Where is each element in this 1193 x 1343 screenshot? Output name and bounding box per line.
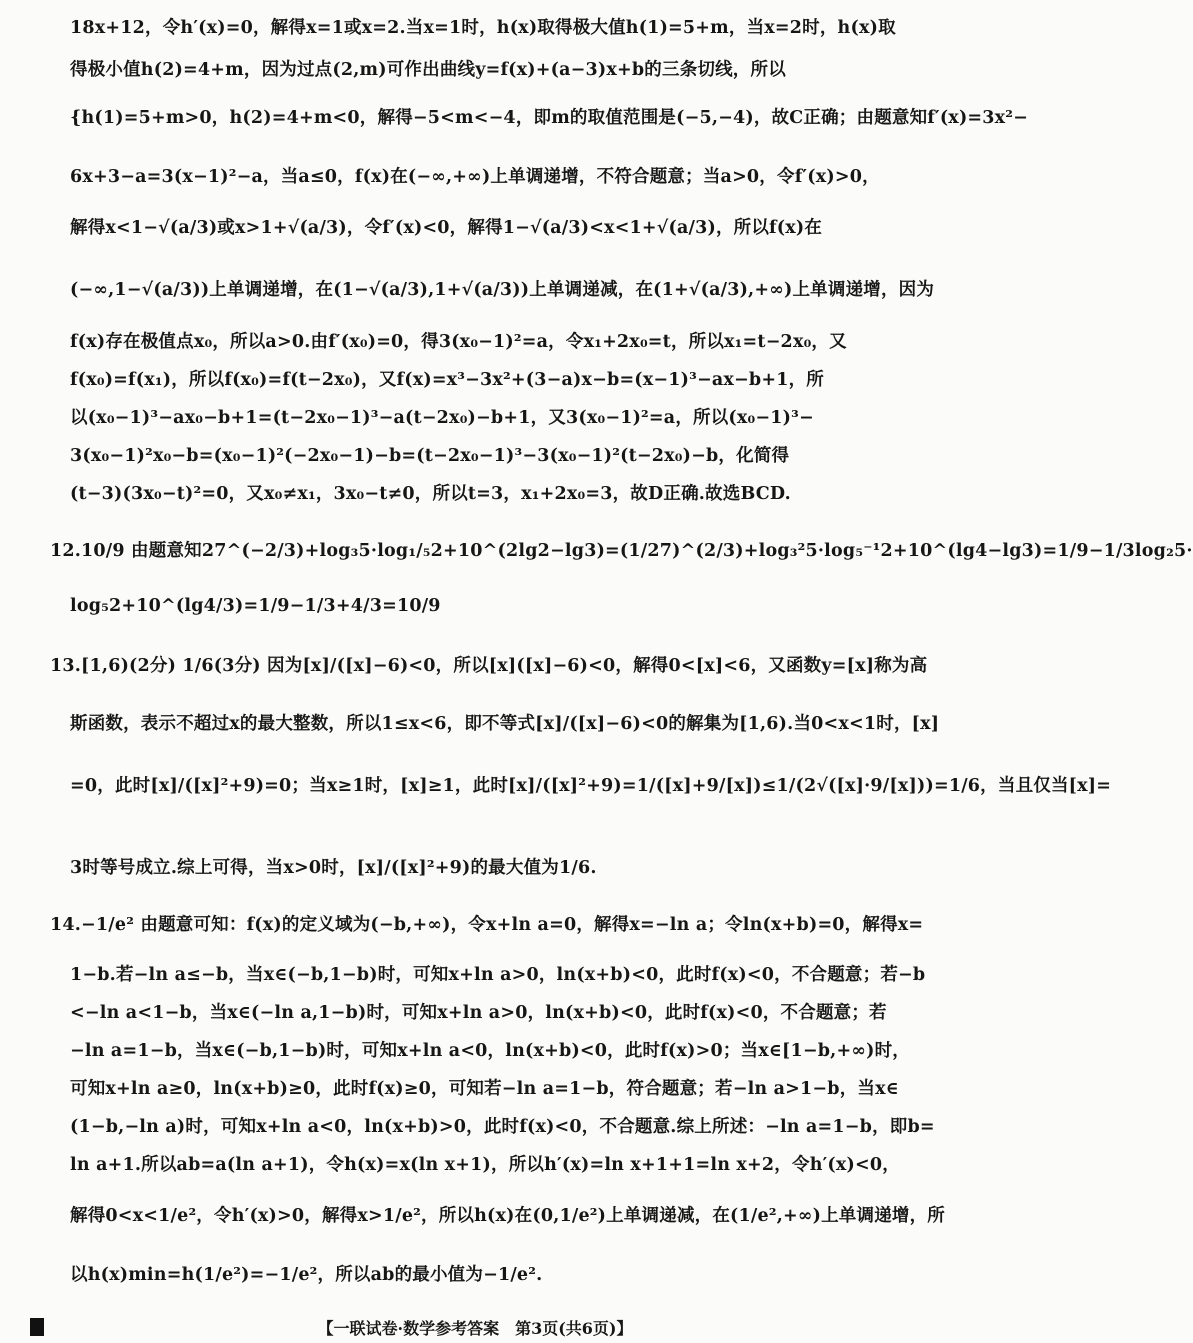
text-line: 可知x+ln a≥0，ln(x+b)≥0，此时f(x)≥0，可知若−ln a=1−b，符合题意；若−ln a>1−b，当x∈ xyxy=(70,1079,899,1099)
text-line: 解得x<1−√(a/3)或x>1+√(a/3)，令f′(x)<0，解得1−√(a/3)<x<1+√(a/3)，所以f(x)在 xyxy=(70,218,823,238)
text-line: ln a+1.所以ab=a(ln a+1)，令h(x)=x(ln x+1)，所以h′(x)=ln x+1+1=ln x+2，令h′(x)<0， xyxy=(70,1155,900,1175)
text-line: (−∞,1−√(a/3))上单调递增，在(1−√(a/3),1+√(a/3))上单调递减，在(1+√(a/3),+∞)上单调递增，因为 xyxy=(70,280,935,300)
text-line: 3时等号成立.综上可得，当x>0时，[x]/([x]²+9)的最大值为1/6. xyxy=(70,858,597,878)
text-line: 1−b.若−ln a≤−b，当x∈(−b,1−b)时，可知x+ln a>0，ln(x+b)<0，此时f(x)<0，不合题意；若−b xyxy=(70,965,926,985)
page-footer: 【一联试卷·数学参考答案 第3页(共6页)】 xyxy=(317,1319,633,1338)
answer-12-line: 12.10/9 由题意知27^(−2/3)+log₃5·log₁/₅2+10^(2lg2−lg3)=(1/27)^(2/3)+log₃²5·log₅⁻¹2+10^(lg4−lg3)=1/9−1/3log₂5· xyxy=(50,541,1193,561)
text-line: 6x+3−a=3(x−1)²−a，当a≤0，f(x)在(−∞,+∞)上单调递增，不符合题意；当a>0，令f′(x)>0， xyxy=(70,167,880,187)
text-line: −ln a=1−b，当x∈(−b,1−b)时，可知x+ln a<0，ln(x+b)<0，此时f(x)>0；当x∈[1−b,+∞)时， xyxy=(70,1041,910,1061)
text-line: {h(1)=5+m>0，h(2)=4+m<0，解得−5<m<−4，即m的取值范围是(−5,−4)，故C正确；由题意知f′(x)=3x²− xyxy=(70,108,1029,128)
text-line: 得极小值h(2)=4+m，因为过点(2,m)可作出曲线y=f(x)+(a−3)x+b的三条切线，所以 xyxy=(70,60,786,80)
answer-13-line: 13.[1,6)(2分) 1/6(3分) 因为[x]/([x]−6)<0，所以[x]([x]−6)<0，解得0<[x]<6，又函数y=[x]称为高 xyxy=(50,656,928,676)
text-line: f(x₀)=f(x₁)，所以f(x₀)=f(t−2x₀)，又f(x)=x³−3x²+(3−a)x−b=(x−1)³−ax−b+1，所 xyxy=(70,370,824,390)
text-line: <−ln a<1−b，当x∈(−ln a,1−b)时，可知x+ln a>0，ln(x+b)<0，此时f(x)<0，不合题意；若 xyxy=(70,1003,887,1023)
text-line: 18x+12，令h′(x)=0，解得x=1或x=2.当x=1时，h(x)取得极大值h(1)=5+m，当x=2时，h(x)取 xyxy=(70,18,896,38)
answer-14-line: 14.−1/e² 由题意可知：f(x)的定义域为(−b,+∞)，令x+ln a=0，解得x=−ln a；令ln(x+b)=0，解得x= xyxy=(50,915,924,935)
text-line: f(x)存在极值点x₀，所以a>0.由f′(x₀)=0，得3(x₀−1)²=a，令x₁+2x₀=t，所以x₁=t−2x₀，又 xyxy=(70,332,847,352)
text-line: log₅2+10^(lg4/3)=1/9−1/3+4/3=10/9 xyxy=(70,596,441,616)
text-line: 解得0<x<1/e²，令h′(x)>0，解得x>1/e²，所以h(x)在(0,1/e²)上单调递减，在(1/e²,+∞)上单调递增，所 xyxy=(70,1206,946,1226)
text-line: 斯函数，表示不超过x的最大整数，所以1≤x<6，即不等式[x]/([x]−6)<0的解集为[1,6).当0<x<1时，[x] xyxy=(70,714,940,734)
text-line: (1−b,−ln a)时，可知x+ln a<0，ln(x+b)>0，此时f(x)<0，不合题意.综上所述：−ln a=1−b，即b= xyxy=(70,1117,935,1137)
text-line: 3(x₀−1)²x₀−b=(x₀−1)²(−2x₀−1)−b=(t−2x₀−1)³−3(x₀−1)²(t−2x₀)−b，化简得 xyxy=(70,446,790,466)
text-line: 以(x₀−1)³−ax₀−b+1=(t−2x₀−1)³−a(t−2x₀)−b+1，又3(x₀−1)²=a，所以(x₀−1)³− xyxy=(70,408,814,428)
text-line: =0，此时[x]/([x]²+9)=0；当x≥1时，[x]≥1，此时[x]/([x]²+9)=1/([x]+9/[x])≤1/(2√([x]·9/[x]))=1/6，当且仅当[x]= xyxy=(70,776,1112,796)
text-line: 以h(x)min=h(1/e²)=−1/e²，所以ab的最小值为−1/e². xyxy=(70,1265,543,1285)
text-line: (t−3)(3x₀−t)²=0，又x₀≠x₁，3x₀−t≠0，所以t=3，x₁+2x₀=3，故D正确.故选BCD. xyxy=(70,484,791,504)
